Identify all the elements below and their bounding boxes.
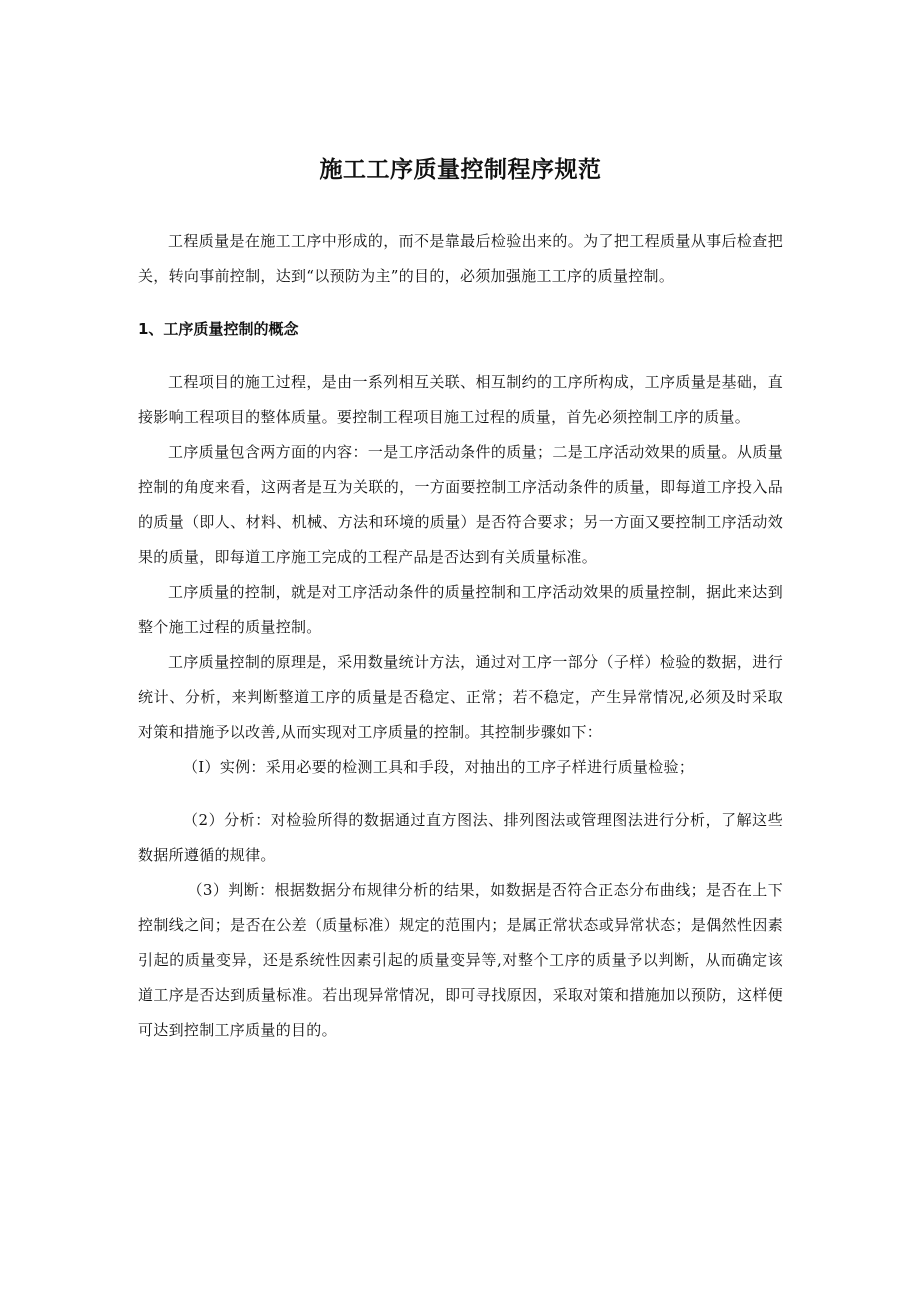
- section-paragraph-1: 工程项目的施工过程，是由一系列相互关联、相互制约的工序所构成，工序质量是基础，直接影响工程项目的整体质量。要控制工程项目施工过程的质量，首先必须控制工序的质量。: [138, 373, 783, 426]
- intro-paragraph: 工程质量是在施工工序中形成的，而不是靠最后检验出来的。为了把工程质量从事后检查把关，转向事前控制，达到“以预防为主”的目的，必须加强施工工序的质量控制。: [138, 232, 783, 285]
- section-paragraph-3: 工序质量的控制，就是对工序活动条件的质量控制和工序活动效果的质量控制，据此来达到整个施工过程的质量控制。: [138, 583, 783, 636]
- section-paragraph-2: 工序质量包含两方面的内容：一是工序活动条件的质量；二是工序活动效果的质量。从质量控制的角度来看，这两者是互为关联的，一方面要控制工序活动条件的质量，即每道工序投入品的质量（即人、材料、机械、方法和环境的质量）是否符合要求；另一方面又要控制工序活动效果的质量，即每道工序施工完成的工程产品是否达到有关质量标准。: [138, 443, 783, 566]
- document-body: [138, 150, 783, 1048]
- step-1: （I）实例：采用必要的检测工具和手段，对抽出的工序子样进行质量检验；: [183, 758, 695, 776]
- section-heading: 1、工序质量控制的概念: [138, 320, 299, 338]
- step-2: （2）分析：对检验所得的数据通过直方图法、排列图法或管理图法进行分析，了解这些数据所遵循的规律。: [138, 811, 783, 864]
- document-title: 施工工序质量控制程序规范: [319, 157, 602, 183]
- step-3: （3）判断：根据数据分布规律分析的结果，如数据是否符合正态分布曲线；是否在上下控制线之间；是否在公差（质量标准）规定的范围内；是属正常状态或异常状态；是偶然性因素引起的质量变异，还是系统性因素引起的质量变异等,对整个工序的质量予以判断，从而确定该道工序是否达到质量标准。若出现异常情况，即可寻找原因，采取对策和措施加以预防，这样便可达到控制工序质量的目的。: [138, 881, 783, 1039]
- section-paragraph-4: 工序质量控制的原理是，采用数量统计方法，通过对工序一部分（子样）检验的数据，进行统计、分析，来判断整道工序的质量是否稳定、正常；若不稳定，产生异常情况,必须及时采取对策和措施予以改善,从而实现对工序质量的控制。其控制步骤如下：: [138, 653, 783, 741]
